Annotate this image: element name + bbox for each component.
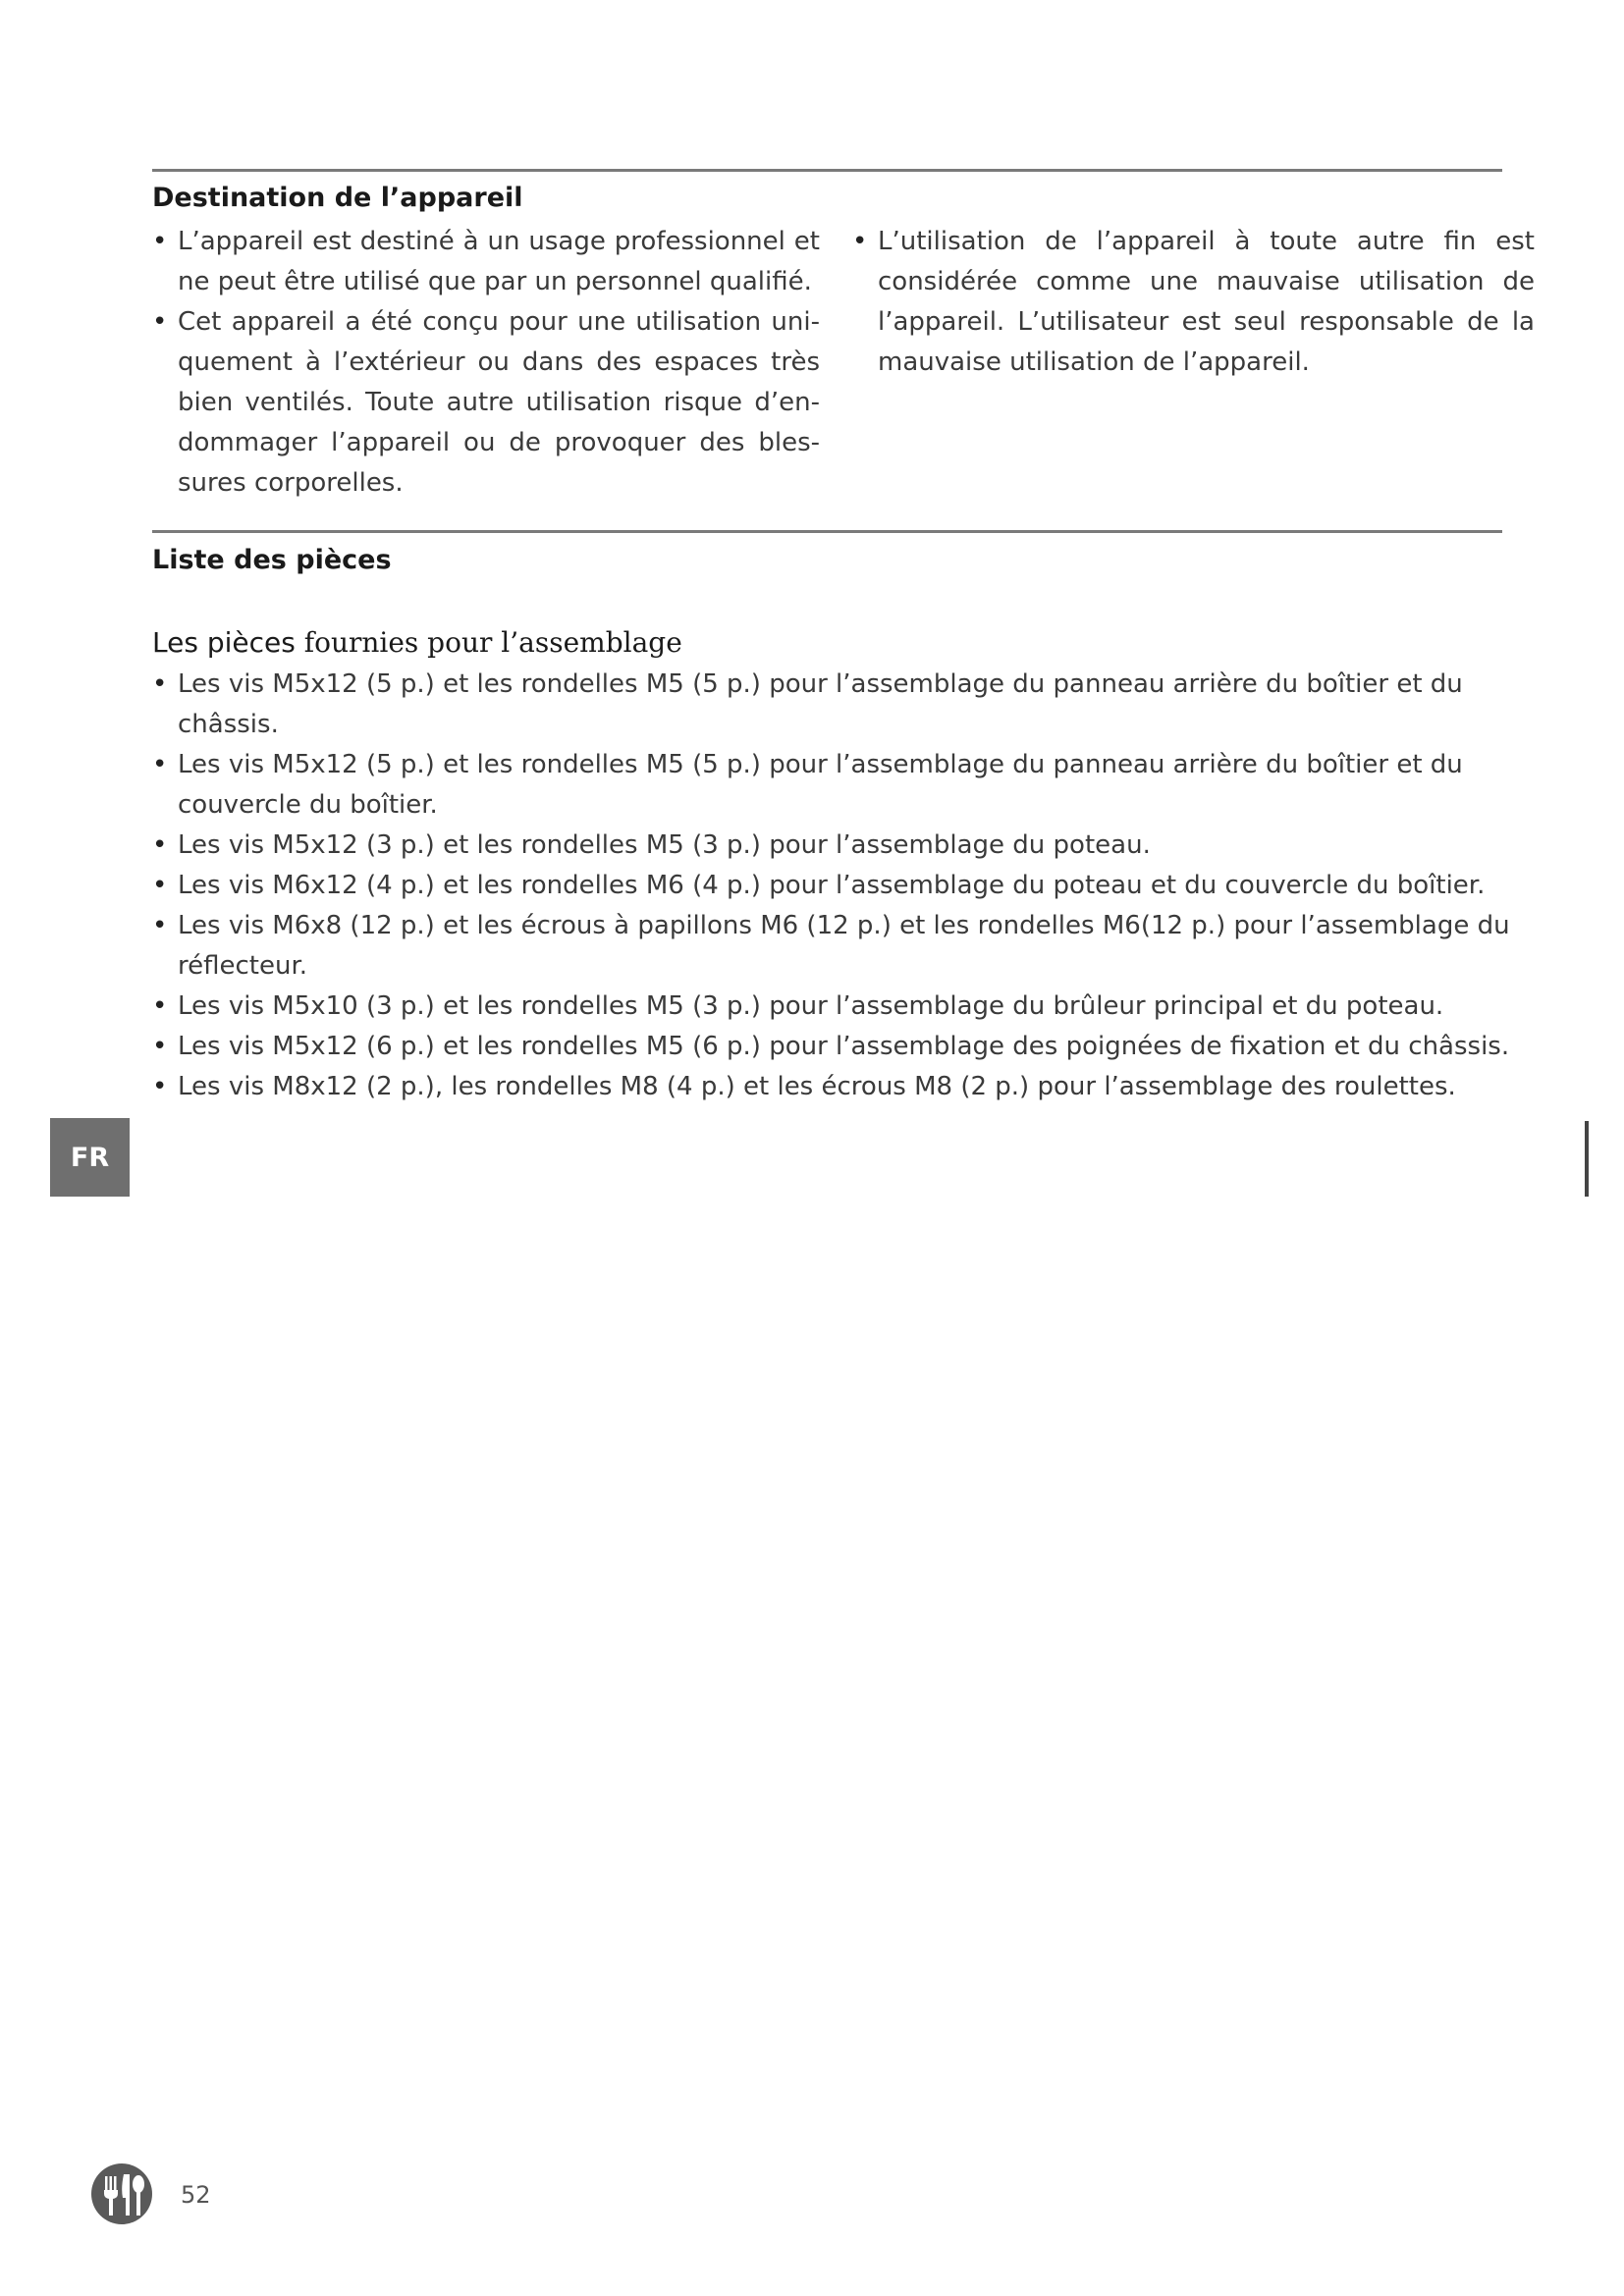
bullet-icon: •: [152, 911, 168, 940]
bullet-icon: •: [152, 830, 168, 860]
parts-subtitle: [152, 626, 682, 659]
list-item: [152, 1027, 1532, 1067]
parts-list: [152, 665, 1532, 1107]
list-item-text: Les vis M8x12 (2 p.), les rondelles M8 (4 p.) et les écrous M8 (2 p.) pour l’assemblage des roulettes.: [178, 1072, 1456, 1101]
bullet-icon: •: [152, 1032, 168, 1061]
bullet-icon: •: [152, 669, 168, 699]
list-item-text: Les vis M5x10 (3 p.) et les rondelles M5 (3 p.) pour l’assemblage du brûleur principal et du poteau.: [178, 991, 1444, 1021]
list-item: [152, 866, 1532, 906]
list-item: [152, 826, 1532, 866]
list-item-text: Les vis M6x8 (12 p.) et les écrous à papillons M6 (12 p.) et les rondelles M6(12 p.) pour l’assemblage du réflecteur.: [178, 911, 1510, 981]
bullet-icon: •: [152, 991, 168, 1021]
section-title-parts: Liste des pièces: [152, 545, 392, 575]
list-item: [152, 1067, 1532, 1107]
bullet-icon: •: [152, 227, 168, 256]
bullet-icon: •: [152, 871, 168, 900]
cutlery-icon: [90, 2163, 153, 2225]
list-item-text: Les vis M5x12 (6 p.) et les rondelles M5 (6 p.) pour l’assemblage des poignées de fixation et du châssis.: [178, 1032, 1510, 1061]
section-divider-parts: [152, 530, 1502, 533]
list-item: [152, 906, 1532, 987]
list-item-text: Les vis M6x12 (4 p.) et les rondelles M6 (4 p.) pour l’assemblage du poteau et du couvercle du boîtier.: [178, 871, 1486, 900]
parts-subtitle-part-a: Les pièces: [152, 626, 304, 659]
page-number: 52: [181, 2181, 211, 2209]
list-item-text: Les vis M5x12 (5 p.) et les rondelles M5 (5 p.) pour l’assemblage du panneau arrière du boîtier et du couvercle du boîtier.: [178, 750, 1463, 820]
list-item: [152, 745, 1532, 826]
list-item-text: Cet appareil a été conçu pour une utilisation uni-quement à l’extérieur ou dans des espaces très bien ventilés. Toute autre utilisation risque d’en-dommager l’appareil ou de provoquer des bles-sures corporelles.: [178, 307, 820, 498]
destination-left-list: [152, 222, 820, 504]
list-item: [152, 665, 1532, 745]
bullet-icon: •: [152, 750, 168, 779]
parts-subtitle-part-b: fournies pour l’assemblage: [303, 626, 682, 659]
list-item-text: L’appareil est destiné à un usage professionnel et ne peut être utilisé que par un personnel qualifié.: [178, 227, 820, 296]
list-item-text: Les vis M5x12 (5 p.) et les rondelles M5 (5 p.) pour l’assemblage du panneau arrière du boîtier et du châssis.: [178, 669, 1463, 739]
language-tab: FR: [50, 1118, 130, 1197]
margin-marker: [1585, 1121, 1589, 1197]
section-divider-top: [152, 169, 1502, 172]
section-title-destination: Destination de l’appareil: [152, 183, 523, 213]
list-item-text: L’utilisation de l’appareil à toute autre fin est considérée comme une mauvaise utilisation de l’appareil. L’utilisateur est seul responsable de la mauvaise utilisation de l’appareil.: [878, 227, 1535, 377]
destination-right-list: [852, 222, 1535, 383]
bullet-icon: •: [852, 227, 868, 256]
list-item: [152, 987, 1532, 1027]
list-item: [152, 302, 820, 504]
bullet-icon: •: [152, 1072, 168, 1101]
list-item: [152, 222, 820, 302]
bullet-icon: •: [152, 307, 168, 337]
list-item-text: Les vis M5x12 (3 p.) et les rondelles M5 (3 p.) pour l’assemblage du poteau.: [178, 830, 1151, 860]
list-item: [852, 222, 1535, 383]
